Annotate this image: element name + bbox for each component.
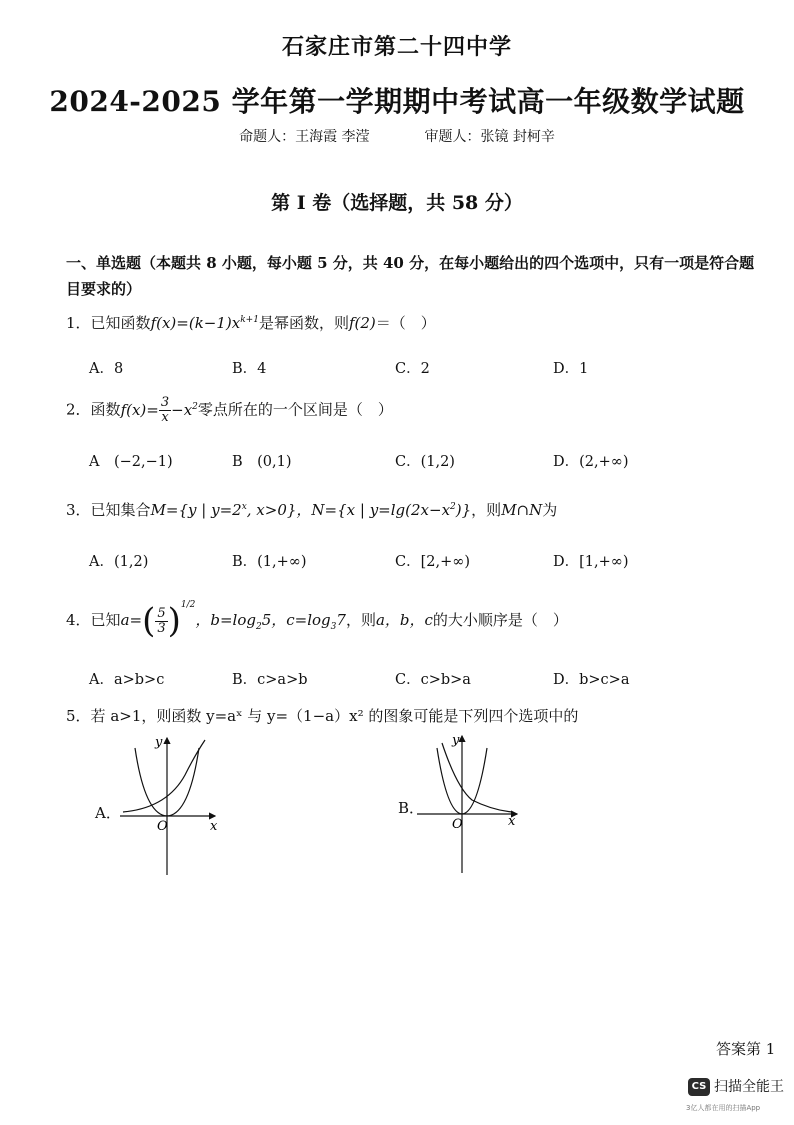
q2-stem-a: 函数 xyxy=(90,400,121,419)
q2-option-d[interactable]: D．(2,+∞) xyxy=(553,454,629,470)
reviewer-label: 审题人：张镜 封柯辛 xyxy=(424,129,555,145)
q4-formula: a=( $\frac{5}{3}$ )$^{1/2}$，$b=\log_25$，$c=\log_37$ xyxy=(120,600,346,641)
scanner-brand xyxy=(688,1076,784,1096)
exponential-curve xyxy=(442,743,512,812)
question-5 xyxy=(66,705,578,726)
q1-option-d[interactable]: D．1 xyxy=(553,361,589,377)
q1-option-b[interactable]: B．4 xyxy=(232,361,267,377)
q3-stem-a: 已知集合 xyxy=(90,501,151,519)
q1-stem-c: ＝（ ） xyxy=(375,314,436,332)
q1-num: 1． xyxy=(66,314,91,332)
q4-stem-b: ，则 xyxy=(345,611,376,629)
authors-line xyxy=(0,126,794,146)
q5-num: 5． xyxy=(66,707,91,725)
q1-stem-a: 已知函数 xyxy=(90,314,151,332)
q3-stem-c: 为 xyxy=(542,501,558,519)
section-heading: 一、单选题（本题共 8 小题，每小题 5 分，共 40 分，在每小题给出的四个选项中，只有一项是符合题目要求的） xyxy=(66,254,755,298)
brand-subtitle: 3亿人都在用的扫描App xyxy=(686,1104,761,1112)
q4-num: 4． xyxy=(66,611,91,629)
q2-option-c[interactable]: C．(1,2) xyxy=(395,454,455,470)
question-3 xyxy=(66,499,557,520)
author-label: 命题人：王海霞 李滢 xyxy=(239,129,370,145)
x-axis-label: x xyxy=(210,819,218,834)
q4-option-b[interactable]: B．c>a>b xyxy=(232,672,308,688)
q3-set-m: M={y | $y=2^x$, x>0}，N={x | $y=\lg(2x-x^2)$} xyxy=(150,501,472,519)
q4-option-a[interactable]: A．a>b>c xyxy=(89,672,165,688)
q1-option-c[interactable]: C．2 xyxy=(395,361,430,377)
q4-option-c[interactable]: C．c>b>a xyxy=(395,672,471,688)
cs-logo-icon: CS xyxy=(688,1078,710,1096)
x-axis-label: x xyxy=(508,814,516,829)
q1-formula: $f(x)=(k-1)x^{k+1}$ xyxy=(150,314,259,332)
brand-name: 扫描全能王 xyxy=(714,1079,784,1095)
exam-title: 2024-2025 学年第一学期期中考试高一年级数学试题 xyxy=(49,85,745,118)
q4-stem-c: 的大小顺序是（ ） xyxy=(432,611,568,629)
q2-option-a[interactable]: A (−2,−1) xyxy=(89,454,173,470)
origin-label: O xyxy=(452,817,463,832)
q4-option-d[interactable]: D．b>c>a xyxy=(553,672,630,688)
q4-stem-a: 已知 xyxy=(90,611,121,629)
school-name: 石家庄市第二十四中学 xyxy=(281,34,512,60)
q3-stem-b: ，则 xyxy=(471,501,502,519)
q1-formula-2: f(2) xyxy=(348,314,376,332)
q2-num: 2． xyxy=(66,400,91,419)
question-2 xyxy=(66,396,393,425)
q3-intersection: M∩N xyxy=(501,501,543,519)
q2-option-b[interactable]: B (0,1) xyxy=(232,454,292,470)
q5-graph-a[interactable] xyxy=(115,730,235,880)
q5-graph-b[interactable] xyxy=(412,728,532,878)
y-axis-label: y xyxy=(452,733,460,748)
q3-option-b[interactable]: B．(1,+∞) xyxy=(232,554,307,570)
q1-option-a[interactable]: A．8 xyxy=(89,361,124,377)
answer-page-label: 答案第 1 xyxy=(716,1040,776,1058)
origin-label: O xyxy=(157,819,168,834)
question-4 xyxy=(66,600,568,641)
q5-graph-b-label[interactable]: B． xyxy=(398,799,425,817)
q3-num: 3． xyxy=(66,501,91,519)
part-title: 第 I 卷（选择题，共 58 分） xyxy=(271,192,523,214)
question-1 xyxy=(66,312,436,333)
q4-vars: a，b，c xyxy=(375,611,433,629)
q3-option-d[interactable]: D．[1,+∞) xyxy=(553,554,629,570)
y-axis-label: y xyxy=(155,735,163,750)
q2-stem-b: 零点所在的一个区间是（ ） xyxy=(197,400,393,419)
q5-graph-a-label[interactable]: A． xyxy=(95,804,121,822)
q5-stem: 若 a>1，则函数 y=aˣ 与 y=（1−a）x² 的图象可能是下列四个选项中的 xyxy=(90,707,579,725)
q1-stem-b: 是幂函数，则 xyxy=(258,314,349,332)
q2-formula: f(x)= $\frac{3}{x}$ $-x^2$ xyxy=(120,395,198,425)
q3-option-a[interactable]: A．(1,2) xyxy=(89,554,149,570)
q3-option-c[interactable]: C．[2,+∞) xyxy=(395,554,470,570)
